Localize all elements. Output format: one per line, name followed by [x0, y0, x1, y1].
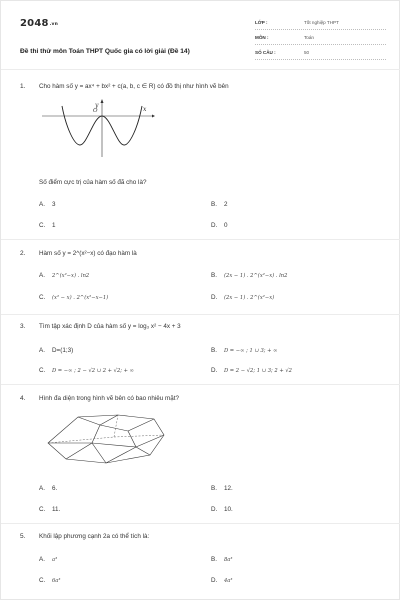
- option-text: 6.: [52, 485, 58, 492]
- option-c[interactable]: [39, 577, 60, 584]
- option-text: D = 2 − √2; 1 ∪ 3; 2 + √2: [224, 368, 292, 374]
- question-text: Tìm tập xác định D của hàm số y = log₃ x² − 4x + 3: [39, 323, 181, 330]
- option-label: A.: [39, 347, 45, 354]
- option-label: B.: [211, 347, 217, 354]
- question-text: Khối lập phương cạnh 2a có thể tích là:: [39, 533, 150, 540]
- question-2: [20, 250, 386, 306]
- option-a[interactable]: [39, 272, 89, 279]
- option-label: C.: [39, 367, 46, 374]
- meta-value: Tốt nghiệp THPT: [304, 20, 339, 25]
- option-d[interactable]: [211, 506, 233, 513]
- option-label: A.: [39, 201, 45, 208]
- option-a[interactable]: [39, 485, 57, 492]
- x-axis-label: x: [143, 106, 147, 113]
- option-label: B.: [211, 272, 217, 279]
- logo-text: 2048: [20, 18, 49, 29]
- option-label: D.: [211, 577, 218, 584]
- option-label: B.: [211, 201, 217, 208]
- option-text: D=(1;3): [52, 347, 74, 354]
- y-axis-label: y: [95, 102, 99, 109]
- x-axis-arrow: [152, 115, 155, 118]
- site-logo[interactable]: [20, 18, 58, 29]
- option-label: B.: [211, 485, 217, 492]
- function-graph: [40, 97, 158, 161]
- option-text: 6a³: [52, 578, 61, 584]
- exam-meta: [255, 15, 386, 60]
- option-text: 2: [224, 201, 228, 208]
- logo-suffix: .vn: [49, 22, 59, 27]
- question-5: [20, 533, 386, 589]
- option-a[interactable]: [39, 556, 57, 563]
- option-c[interactable]: [39, 294, 108, 301]
- question-divider: [1, 384, 400, 385]
- exam-title: Đề thi thử môn Toán THPT Quốc gia có lời giải (Đề 14): [20, 48, 190, 55]
- y-axis-arrow: [101, 99, 104, 103]
- option-a[interactable]: [39, 347, 73, 354]
- option-b[interactable]: [211, 347, 277, 354]
- question-number: 3.: [20, 323, 26, 330]
- question-1: [20, 83, 386, 233]
- option-label: C.: [39, 222, 46, 229]
- question-number: 2.: [20, 250, 26, 257]
- option-label: C.: [39, 294, 46, 301]
- question-divider: [1, 314, 400, 315]
- question-number: 4.: [20, 395, 26, 402]
- question-number: 1.: [20, 83, 26, 90]
- option-text: 10.: [224, 506, 233, 513]
- option-d[interactable]: [211, 577, 232, 584]
- meta-value: 50: [304, 50, 310, 55]
- option-c[interactable]: [39, 222, 56, 229]
- polyhedron-edges: [48, 415, 164, 463]
- option-c[interactable]: [39, 367, 134, 374]
- meta-question-count: [255, 45, 386, 60]
- option-b[interactable]: [211, 201, 228, 208]
- question-text: Hàm số y = 2^(x²−x) có đạo hàm là: [39, 250, 137, 257]
- option-text: 2^(x²−x) . ln2: [52, 273, 90, 279]
- option-d[interactable]: [211, 222, 228, 229]
- option-text: 3: [52, 201, 56, 208]
- option-text: 4a³: [224, 578, 233, 584]
- meta-value: Toán: [304, 35, 314, 40]
- option-text: 8a³: [224, 557, 233, 563]
- meta-class: [255, 15, 386, 30]
- option-text: (2x − 1) . 2^(x²−x): [224, 295, 275, 301]
- hidden-edges: [48, 415, 164, 443]
- question-4: [20, 395, 386, 519]
- option-label: D.: [211, 294, 218, 301]
- option-label: B.: [211, 556, 217, 563]
- option-label: A.: [39, 485, 45, 492]
- question-3: [20, 323, 386, 379]
- meta-subject: [255, 30, 386, 45]
- question-divider: [1, 239, 400, 240]
- meta-key: MÔN :: [255, 35, 269, 40]
- exam-header: [20, 15, 386, 63]
- option-label: D.: [211, 367, 218, 374]
- option-text: D = −∞ ; 1 ∪ 3; + ∞: [224, 348, 278, 354]
- option-b[interactable]: [211, 556, 232, 563]
- option-label: A.: [39, 272, 45, 279]
- option-label: D.: [211, 506, 218, 513]
- question-text: Hình đa diện trong hình vẽ bên có bao nhiêu mặt?: [39, 395, 180, 402]
- question-prompt: Số điểm cực trị của hàm số đã cho là?: [39, 179, 147, 186]
- option-label: C.: [39, 506, 46, 513]
- option-text: 1: [52, 222, 56, 229]
- option-text: (2x − 1) . 2^(x²−x) . ln2: [224, 273, 288, 279]
- polyhedron-figure: [44, 409, 168, 467]
- question-number: 5.: [20, 533, 26, 540]
- option-c[interactable]: [39, 506, 60, 513]
- option-text: 12.: [224, 485, 233, 492]
- meta-key: LỚP :: [255, 20, 268, 25]
- option-d[interactable]: [211, 367, 292, 374]
- option-text: (x² − x) . 2^(x²−x−1): [52, 295, 109, 301]
- option-a[interactable]: [39, 201, 56, 208]
- question-divider: [1, 523, 400, 524]
- option-text: D = −∞ ; 2 − √2 ∪ 2 + √2; + ∞: [52, 368, 134, 374]
- option-text: 11.: [52, 506, 61, 513]
- origin-label: O: [93, 108, 98, 114]
- option-b[interactable]: [211, 272, 287, 279]
- option-label: C.: [39, 577, 46, 584]
- meta-key: SỐ CÂU :: [255, 50, 276, 55]
- option-text: 0: [224, 222, 228, 229]
- option-label: D.: [211, 222, 218, 229]
- option-d[interactable]: [211, 294, 274, 301]
- option-text: a³: [52, 557, 58, 563]
- option-b[interactable]: [211, 485, 233, 492]
- question-text: Cho hàm số y = ax⁴ + bx² + c(a, b, c ∈ R) có đồ thị như hình vẽ bên: [39, 83, 229, 90]
- header-divider: [1, 69, 400, 70]
- option-label: A.: [39, 556, 45, 563]
